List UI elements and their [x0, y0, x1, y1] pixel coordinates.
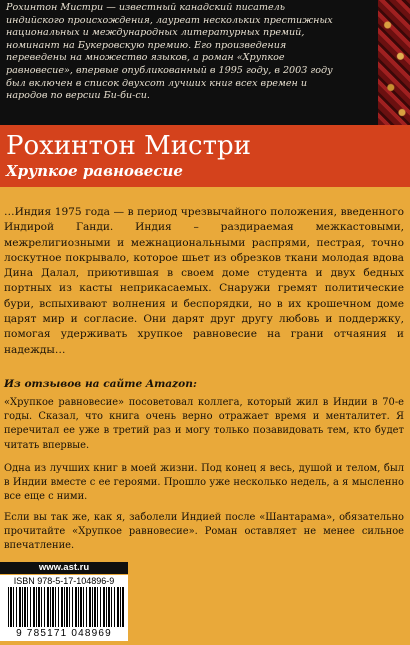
book-title: Хрупкое равновесие [6, 162, 183, 180]
review-item: Одна из лучших книг в моей жизни. Под конец я весь, душой и телом, был в Индии вместе с ее героями. Прошло уже несколько недель, а я мысленно все еще с ними. [4, 463, 404, 503]
barcode-box [0, 575, 128, 641]
publisher-website: www.ast.ru [0, 562, 128, 574]
barcode-digits: 9 785171 048969 [16, 628, 112, 639]
author-bio: Рохинтон Мистри — известный канадский писатель индийского происхождения, лауреат нескольких престижных национальных и международных литературных премий, номинант на Букеровскую премию. Его произведения переведены на множество языков, а роман «Хрупкое равновесие», впервые опубликованный в 1995 году, в 2003 году был включен в список двухсот лучших книг всех времен и народов по версии Би-би-си. [6, 2, 333, 102]
review-item: Если вы так же, как я, заболели Индией после «Шантарама», обязательно прочитайте «Хрупкое равновесие». Роман оставляет не менее сильное впечатление. [4, 512, 404, 552]
author-bio-panel [0, 0, 410, 125]
barcode-bars [8, 587, 124, 627]
synopsis: …Индия 1975 года — в период чрезвычайного положения, введенного Индирой Ганди. Индия – раздираемая межкастовыми, межрелигиозными и межнациональными распрями, пестрая, точно лоскутное покрывало, которое шьет из обрезков ткани молодая вдова Дина Далал, приютившая в своем доме студента и двух бедных портных из касты неприкасаемых. Снаружи гремят политические бури, вспыхивают волнения и беспорядки, но в их крошечном доме царят мир и согласие. Они дарят друг другу любовь и поддержку, помогая удерживать хрупкое равновесие на грани отчаяния и надежды… [4, 206, 404, 356]
ornament-image [378, 0, 410, 125]
reviews-heading: Из отзывов на сайте Amazon: [4, 378, 197, 390]
isbn: ISBN 978-5-17-104896-9 [13, 576, 115, 586]
author-name: Рохинтон Мистри [6, 131, 251, 161]
review-item: «Хрупкое равновесие» посоветовал коллега, который жил в Индии в 70-е годы. Сказал, что книга очень верно отражает время и менталитет. Я перечитал ее уже в третий раз и могу только позавидовать тем, кто будет читать впервые. [4, 397, 404, 451]
